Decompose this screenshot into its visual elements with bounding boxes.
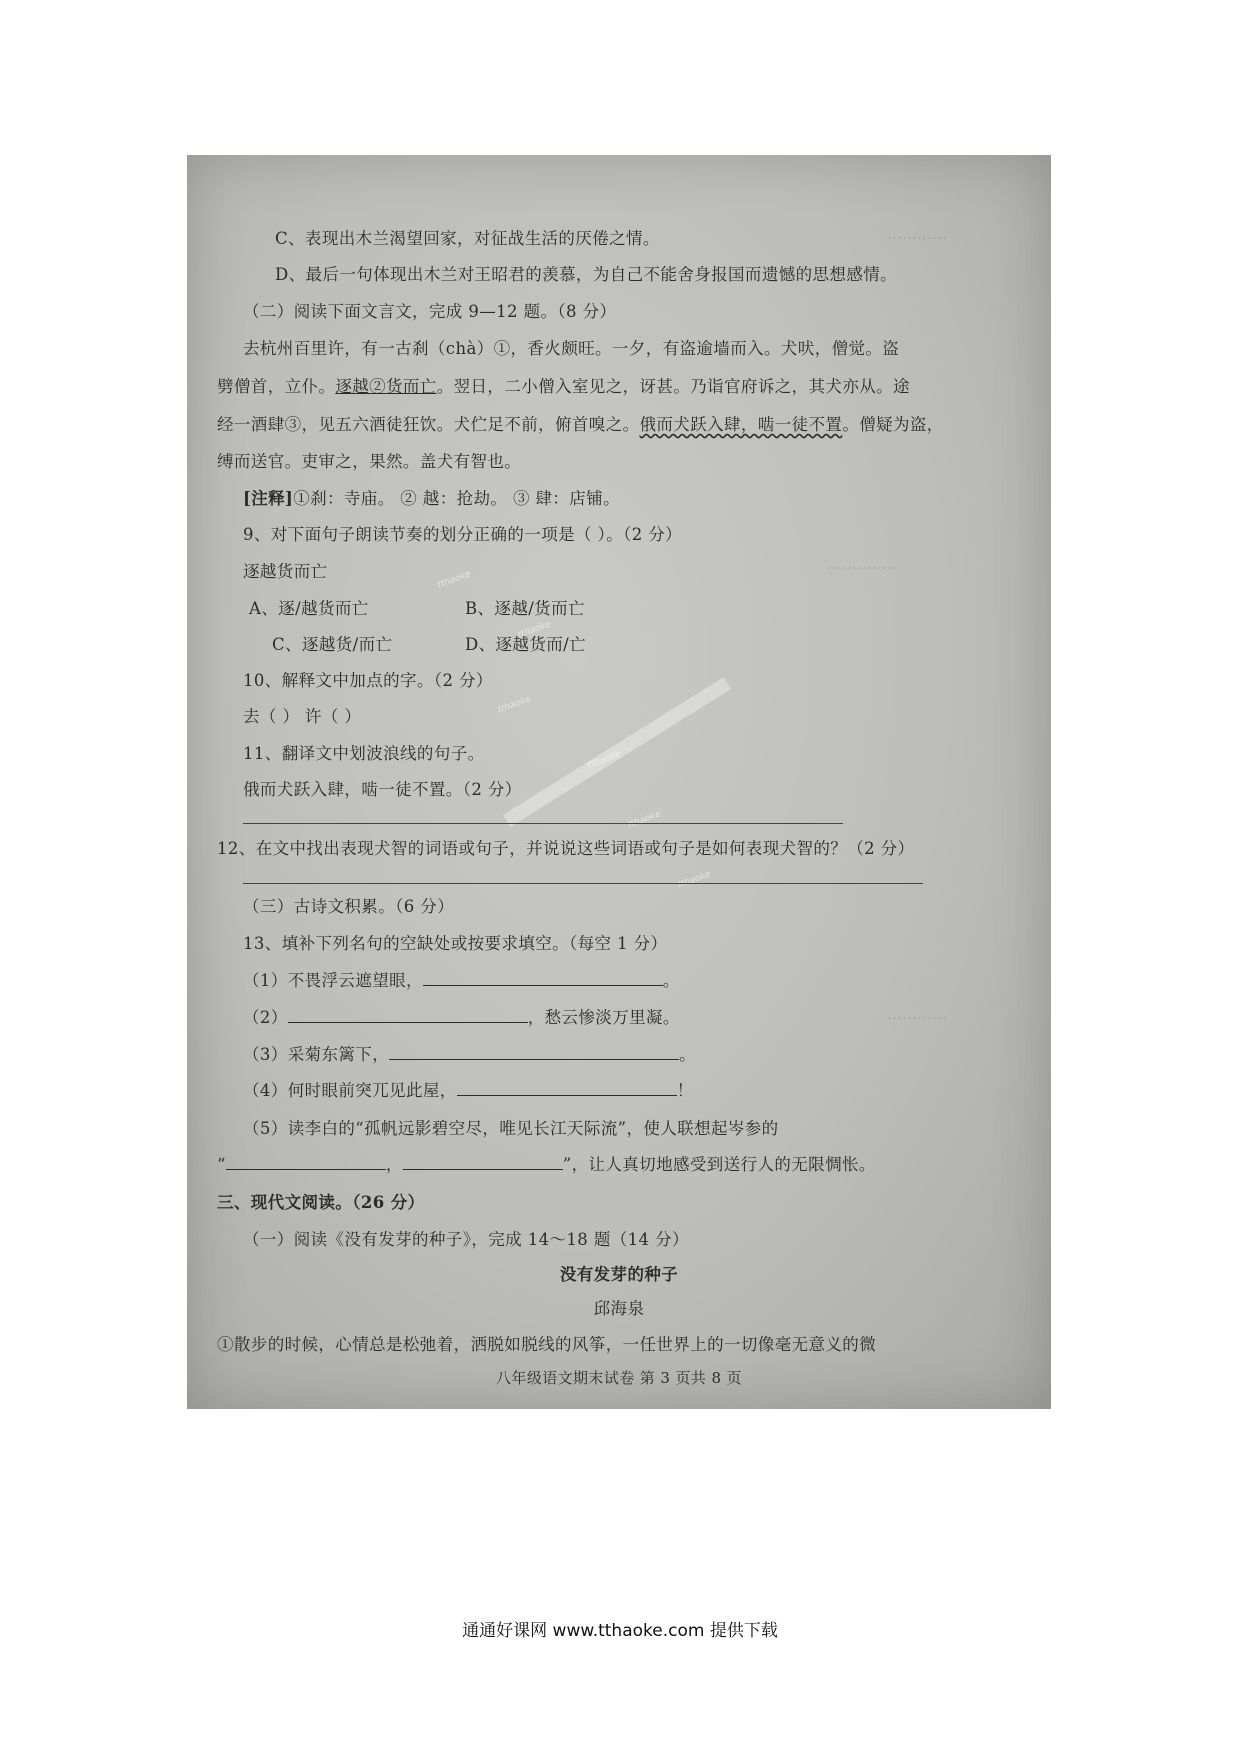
question-10: 10、解释文中加点的字。（2 分） (243, 671, 493, 690)
watermark: tthaoke (676, 869, 713, 891)
fill-blank (403, 1155, 563, 1170)
question-9: 9、对下面句子朗读节奏的划分正确的一项是（ ）。（2 分） (243, 525, 683, 544)
question-13: 13、填补下列名句的空缺处或按要求填空。（每空 1 分） (243, 934, 668, 953)
option-c-line: C、表现出木兰渴望回家，对征战生活的厌倦之情。 (275, 229, 660, 248)
answer-line (243, 883, 923, 884)
watermark: tthaoke (496, 694, 533, 716)
question-9-option-c: C、逐越货/而亡 (272, 635, 393, 654)
section-2-heading: （二）阅读下面文言文，完成 9—12 题。（8 分） (243, 302, 617, 321)
bleed-through-text: ………… (887, 1005, 947, 1023)
passage-line-1: 去杭州百里许，有一古刹（chà）①，香火颇旺。一夕，有盗逾墙而入。犬吠，僧觉。盗 (243, 339, 900, 358)
article-paragraph-1: ①散步的时候，心情总是松弛着，洒脱如脱线的风筝，一任世界上的一切像毫无意义的微 (217, 1335, 877, 1354)
option-d-line: D、最后一句体现出木兰对王昭君的羡慕，为自己不能舍身报国而遗憾的思想感情。 (275, 265, 898, 284)
question-12: 12、在文中找出表现犬智的词语或句子，并说说这些词语或句子是如何表现犬智的？（2 分） (217, 839, 915, 858)
watermark: tthaoke (586, 749, 623, 771)
question-9-option-d: D、逐越货而/亡 (465, 635, 586, 654)
question-13-1: （1）不畏浮云遮望眼， 。 (243, 971, 680, 990)
question-9-option-b: B、逐越/货而亡 (465, 599, 585, 618)
passage-line-3: 经一酒肆③，见五六酒徒狂饮。犬伫足不前，俯首嗅之。俄而犬跃入肆，啮一徒不置。僧疑为盗， (217, 415, 944, 434)
passage-line-4: 缚而送官。吏审之，果然。盖犬有智也。 (217, 452, 522, 471)
question-13-3: （3）采菊东篱下， 。 (243, 1045, 697, 1064)
question-11: 11、翻译文中划波浪线的句子。 (243, 744, 485, 763)
fill-blank (389, 1045, 679, 1060)
underlined-phrase: 逐越②货而亡 (335, 377, 437, 396)
fill-blank (226, 1155, 386, 1170)
download-credit: 通通好课网 www.tthaoke.com 提供下载 (462, 1621, 778, 1641)
fill-blank (457, 1081, 677, 1096)
article-author: 邱海泉 (593, 1299, 645, 1318)
answer-line (243, 823, 843, 824)
fill-blank (423, 971, 663, 986)
watermark: tthaoke (516, 619, 553, 641)
question-13-4: （4）何时眼前突兀见此屋， ！ (243, 1081, 694, 1100)
section-1-heading: （一）阅读《没有发芽的种子》，完成 14～18 题（14 分） (243, 1230, 689, 1249)
question-10-blanks: 去（ ） 许（ ） (243, 707, 362, 726)
scanned-page-photo (187, 155, 1051, 1409)
part-3-heading: 三、现代文阅读。（26 分） (217, 1193, 425, 1212)
page-footer: 八年级语文期末试卷 第 3 页共 8 页 (496, 1369, 742, 1387)
question-11-sentence: 俄而犬跃入肆，啮一徒不置。（2 分） (243, 780, 522, 799)
article-title: 没有发芽的种子 (559, 1265, 679, 1284)
bleed-through-text: …………… (827, 555, 902, 573)
section-3-heading: （三）古诗文积累。（6 分） (243, 897, 455, 916)
watermark: tthaoke (626, 809, 663, 831)
bleed-through-text: ………… (887, 225, 947, 243)
watermark: tthaoke (436, 569, 473, 591)
wavy-underlined-sentence: 俄而犬跃入肆，啮一徒不置 (639, 415, 843, 434)
question-9-sentence: 逐越货而亡 (243, 562, 328, 581)
question-13-5-line-1: （5）读李白的“孤帆远影碧空尽，唯见长江天际流”，使人联想起岑参的 (243, 1119, 779, 1138)
question-13-5-line-2: “ ， ”，让人真切地感受到送行人的无限惆怅。 (217, 1155, 876, 1174)
notes-line: [注释]①刹：寺庙。 ② 越：抢劫。 ③ 肆：店铺。 (243, 489, 620, 508)
passage-line-2: 劈僧首，立仆。逐越②货而亡。翌日，二小僧入室见之，讶甚。乃诣官府诉之，其犬亦从。途 (217, 377, 910, 396)
question-9-option-a: A、逐/越货而亡 (249, 599, 369, 618)
question-13-2: （2） ，愁云惨淡万里凝。 (243, 1008, 680, 1027)
fill-blank (288, 1008, 528, 1023)
